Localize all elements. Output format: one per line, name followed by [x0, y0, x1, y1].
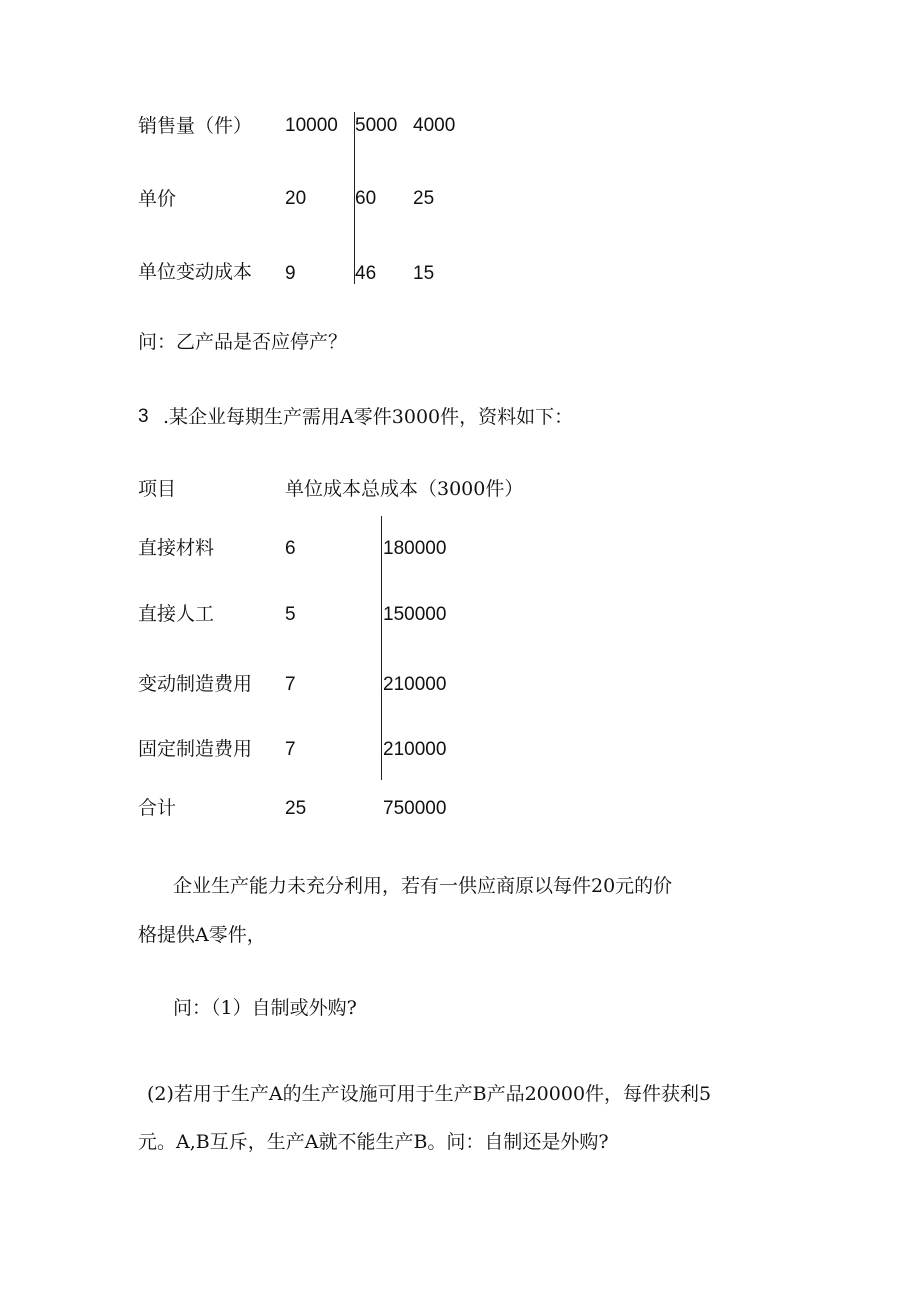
table1-cell: 9	[285, 263, 296, 284]
table2-cell-total: 210000	[383, 674, 447, 695]
paragraph-line-1: 企业生产能力未充分利用，若有一供应商原以每件20元的价	[173, 875, 673, 897]
table1-cell: 25	[413, 188, 435, 209]
question-b-line-2: 元。A,B互斥，生产A就不能生产B。问：自制还是外购?	[138, 1131, 609, 1153]
table2-total-value: 750000	[383, 798, 447, 819]
table1-cell: 15	[413, 263, 435, 284]
table2-cell-total: 180000	[383, 538, 447, 559]
table1-cell: 4000	[413, 115, 456, 136]
paragraph-line-2: 格提供A零件，	[138, 924, 266, 946]
question-1: 问：乙产品是否应停产？	[138, 331, 348, 353]
table2-total-unit: 25	[285, 798, 307, 819]
table1-cell: 5000	[355, 115, 398, 136]
table2-row-label: 固定制造费用	[138, 738, 253, 760]
question-b-line-1: (2)若用于生产A的生产设施可用于生产B产品20000件，每件获利5	[147, 1083, 712, 1105]
table2-divider	[381, 516, 382, 780]
table2-cell-total: 210000	[383, 739, 447, 760]
table1-divider	[354, 112, 355, 284]
problem-text: .某企业每期生产需用A零件3000件，资料如下：	[163, 406, 574, 428]
table2-row-label: 直接材料	[138, 537, 215, 559]
table1-cell: 46	[355, 263, 377, 284]
table2-cell-unit: 7	[285, 674, 296, 695]
table2-cell-unit: 6	[285, 538, 296, 559]
table2-cell-unit: 5	[285, 604, 296, 625]
table1-cell: 10000	[285, 115, 338, 136]
table2-row-label: 直接人工	[138, 603, 215, 625]
table1-cell: 20	[285, 188, 307, 209]
table2-total-label: 合计	[138, 797, 177, 819]
table2-header-cost: 单位成本总成本（3000件）	[285, 478, 524, 500]
table2-cell-total: 150000	[383, 604, 447, 625]
table1-cell: 60	[355, 188, 377, 209]
table1-row-label: 单位变动成本	[138, 261, 253, 283]
table2-header-item: 项目	[138, 478, 177, 500]
table1-row-label: 销售量（件）	[138, 115, 253, 137]
question-a: 问：（1）自制或外购?	[173, 997, 357, 1019]
table1-row-label: 单价	[138, 188, 177, 210]
table2-cell-unit: 7	[285, 739, 296, 760]
table2-row-label: 变动制造费用	[138, 673, 253, 695]
problem-number: 3	[138, 406, 149, 427]
